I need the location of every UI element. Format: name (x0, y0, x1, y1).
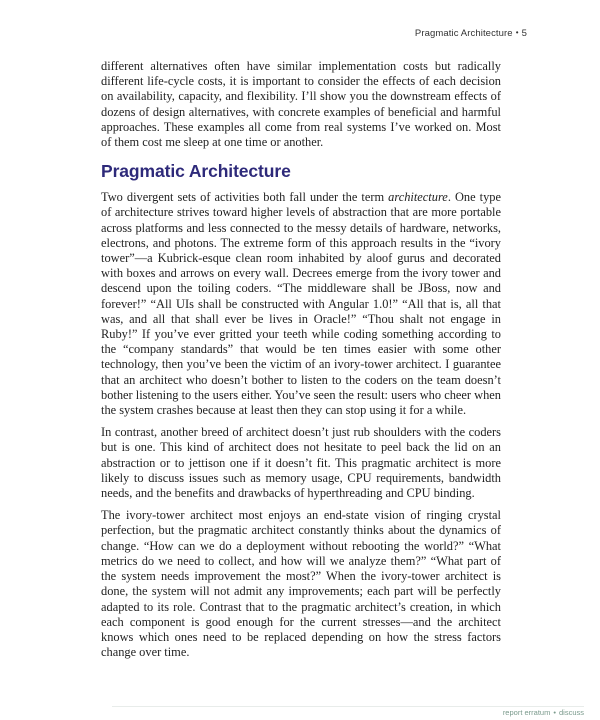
emphasized-term: architecture (388, 190, 448, 205)
footer-separator: • (553, 708, 556, 717)
footer-links (503, 708, 584, 717)
discuss-link[interactable]: discuss (558, 708, 584, 717)
running-head (415, 28, 527, 39)
report-erratum-link[interactable]: report erratum (502, 708, 551, 717)
paragraph-pragmatic-architect: In contrast, another breed of architect doesn’t just rub shoulders with the coders but is one. This kind of architect does not hesitate to peel back the lid on an abstraction or to jettison one if it doesn’t fit. This pragmatic architect is more likely to discuss issues such as memory usage, CPU requirements, bandwidth needs, and the benefits and drawbacks of hyperthreading and CPU binding. (101, 425, 501, 501)
footer-divider (112, 706, 584, 707)
running-head-separator: • (515, 28, 519, 37)
page-body (101, 59, 501, 667)
section-heading: Pragmatic Architecture (101, 161, 291, 182)
paragraph-dynamics-of-change: The ivory-tower architect most enjoys an end-state vision of ringing crystal perfection, but the pragmatic architect constantly thinks about the dynamics of change. “How can we do a deployment without rebooting the world?” “What metrics do we need to collect, and how will we analyze them?” “What part of the system needs improvement the most?” When the ivory-tower architect is done, the system will not admit any improvements; each part will be perfectly adapted to its role. Contrast that to the pragmatic architect’s creation, in which each component is good enough for the current stresses—and the architect knows which ones need to be replaced depending on how the stress factors change over time. (101, 508, 501, 660)
paragraph-ivory-tower (101, 190, 501, 418)
paragraph-text: Two divergent sets of activities both fall under the term (101, 190, 389, 205)
page-number: 5 (521, 28, 527, 39)
intro-paragraph: different alternatives often have similar implementation costs but radically different life-cycle costs, it is important to consider the effects of each decision on availability, capacity, and flexibility. I’ll show you the downstream effects of dozens of design alternatives, with concrete examples of beneficial and harmful approaches. These examples all come from real systems I’ve worked on. Most of them cost me sleep at one time or another. (101, 59, 501, 150)
running-head-title: Pragmatic Architecture (414, 28, 513, 39)
paragraph-text: . One type of architecture strives toward higher levels of abstraction that are more portable across platforms and less connected to the messy details of hardware, networks, electrons, and photons. The extreme form of this approach results in the “ivory tower”—a Kubrick-esque clean room inhabited by aloof gurus and decorated with boxes and arrows on every wall. Decrees emerge from the ivory tower and descend upon the toiling coders. “The middleware shall be JBoss, now and forever!” “All UIs shall be constructed with Angular 1.0!” “All that is, all that was, and all that shall ever be lives in Oracle!” “Thou shalt not engage in Ruby!” If you’ve ever gritted your teeth while coding something according to the “company standards” that would be ten times easier with some other technology, then you’ve been the victim of an ivory-tower architect. I guarantee that an architect who doesn’t bother to listen to the coders on the team doesn’t bother listening to the users either. You’ve seen the result: users who cheer when the system crashes because at least then they can stop using it for a while. (101, 190, 501, 418)
